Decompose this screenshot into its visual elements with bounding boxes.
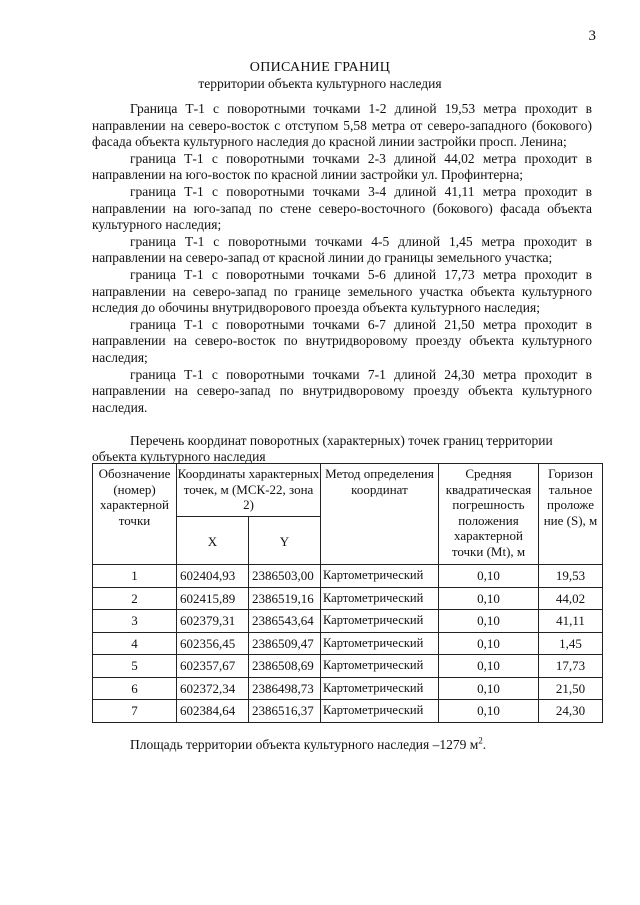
cell-error: 0,10 <box>439 700 539 723</box>
paragraph-7: граница Т-1 с поворотными точками 7-1 длиной 24,30 метра проходит в направлении на северо-запад по внутридворовому проезду объекта культурного наследия. <box>92 366 592 415</box>
paragraph-5: граница Т-1 с поворотными точками 5-6 длиной 17,73 метра проходит в направлении на северо-запад по границе земельного участка объекта культурного нследия до обочины внутридворового проезда объекта культурного наследия; <box>92 266 592 316</box>
cell-x: 602357,67 <box>177 655 249 678</box>
header-distance: Горизон тальное проложе ние (S), м <box>539 464 603 565</box>
cell-y: 2386509,47 <box>249 632 321 655</box>
cell-x: 602384,64 <box>177 700 249 723</box>
header-x: X <box>177 517 249 565</box>
cell-number: 5 <box>93 655 177 678</box>
cell-method: Картометрический <box>321 677 439 700</box>
cell-y: 2386519,16 <box>249 587 321 610</box>
paragraph-1: Граница Т-1 с поворотными точками 1-2 длиной 19,53 метра проходит в направлении на северо-восток с отступом 5,58 метра от северо-западного (бокового) фасада объекта культурного наследия до красной линии застройки просп. Ленина; <box>92 101 592 150</box>
page-number: 3 <box>588 28 596 44</box>
cell-y: 2386516,37 <box>249 700 321 723</box>
title-block <box>0 60 640 92</box>
area-unit-superscript: 2 <box>478 735 483 746</box>
cell-error: 0,10 <box>439 565 539 588</box>
table-caption <box>92 433 592 465</box>
paragraph-3: граница Т-1 с поворотными точками 3-4 длиной 41,11 метра проходит в направлении на юго-запад по стене северо-восточного (бокового) фасада объекта культурного наследия; <box>92 183 592 233</box>
cell-method: Картометрический <box>321 610 439 633</box>
paragraph-4: граница Т-1 с поворотными точками 4-5 длиной 1,45 метра проходит в направлении на северо-запад от красной линии до границы земельного участка; <box>92 233 592 266</box>
area-text: Площадь территории объекта культурного наследия –1279 м <box>130 737 479 752</box>
cell-method: Картометрический <box>321 632 439 655</box>
paragraph-6: граница Т-1 с поворотными точками 6-7 длиной 21,50 метра проходит в направлении на северо-восток по внутридворовому проезду объекта культурного наследия; <box>92 316 592 365</box>
header-y: Y <box>249 517 321 565</box>
cell-x: 602404,93 <box>177 565 249 588</box>
cell-distance: 44,02 <box>539 587 603 610</box>
area-statement <box>130 737 486 753</box>
cell-y: 2386503,00 <box>249 565 321 588</box>
table-row <box>93 565 603 588</box>
cell-distance: 1,45 <box>539 632 603 655</box>
cell-error: 0,10 <box>439 677 539 700</box>
cell-distance: 21,50 <box>539 677 603 700</box>
cell-number: 3 <box>93 610 177 633</box>
header-designation: Обозначение (номер) характерной точки <box>93 464 177 565</box>
cell-y: 2386508,69 <box>249 655 321 678</box>
cell-distance: 24,30 <box>539 700 603 723</box>
cell-method: Картометрический <box>321 587 439 610</box>
cell-x: 602379,31 <box>177 610 249 633</box>
cell-distance: 41,11 <box>539 610 603 633</box>
cell-distance: 19,53 <box>539 565 603 588</box>
header-method: Метод определения координат <box>321 464 439 565</box>
table-row <box>93 677 603 700</box>
cell-error: 0,10 <box>439 655 539 678</box>
header-coordinates: Координаты характерных точек, м (МСК-22, зона 2) <box>177 464 321 517</box>
cell-distance: 17,73 <box>539 655 603 678</box>
cell-number: 1 <box>93 565 177 588</box>
cell-number: 4 <box>93 632 177 655</box>
cell-number: 7 <box>93 700 177 723</box>
table-row <box>93 587 603 610</box>
document-subtitle: территории объекта культурного наследия <box>198 76 442 91</box>
cell-method: Картометрический <box>321 700 439 723</box>
paragraph-2: граница Т-1 с поворотными точками 2-3 длиной 44,02 метра проходит в направлении на юго-восток по красной линии застройки ул. Профинтерна; <box>92 150 592 183</box>
cell-error: 0,10 <box>439 610 539 633</box>
cell-number: 2 <box>93 587 177 610</box>
cell-method: Картометрический <box>321 655 439 678</box>
table-row <box>93 700 603 723</box>
cell-error: 0,10 <box>439 632 539 655</box>
table-caption-line-1: Перечень координат поворотных (характерных) точек границ территории <box>130 433 553 448</box>
cell-x: 602372,34 <box>177 677 249 700</box>
table-caption-line-2: объекта культурного наследия <box>92 449 266 464</box>
area-suffix: . <box>482 737 487 752</box>
cell-y: 2386543,64 <box>249 610 321 633</box>
cell-x: 602415,89 <box>177 587 249 610</box>
boundary-description <box>92 101 592 416</box>
table-row <box>93 632 603 655</box>
cell-y: 2386498,73 <box>249 677 321 700</box>
header-error: Средняя квадратическая погрешность положения характерной точки (Mt), м <box>439 464 539 565</box>
cell-x: 602356,45 <box>177 632 249 655</box>
table-row <box>93 655 603 678</box>
coordinates-table <box>92 463 603 723</box>
cell-number: 6 <box>93 677 177 700</box>
document-title: ОПИСАНИЕ ГРАНИЦ <box>249 60 391 75</box>
cell-method: Картометрический <box>321 565 439 588</box>
cell-error: 0,10 <box>439 587 539 610</box>
table-row <box>93 610 603 633</box>
